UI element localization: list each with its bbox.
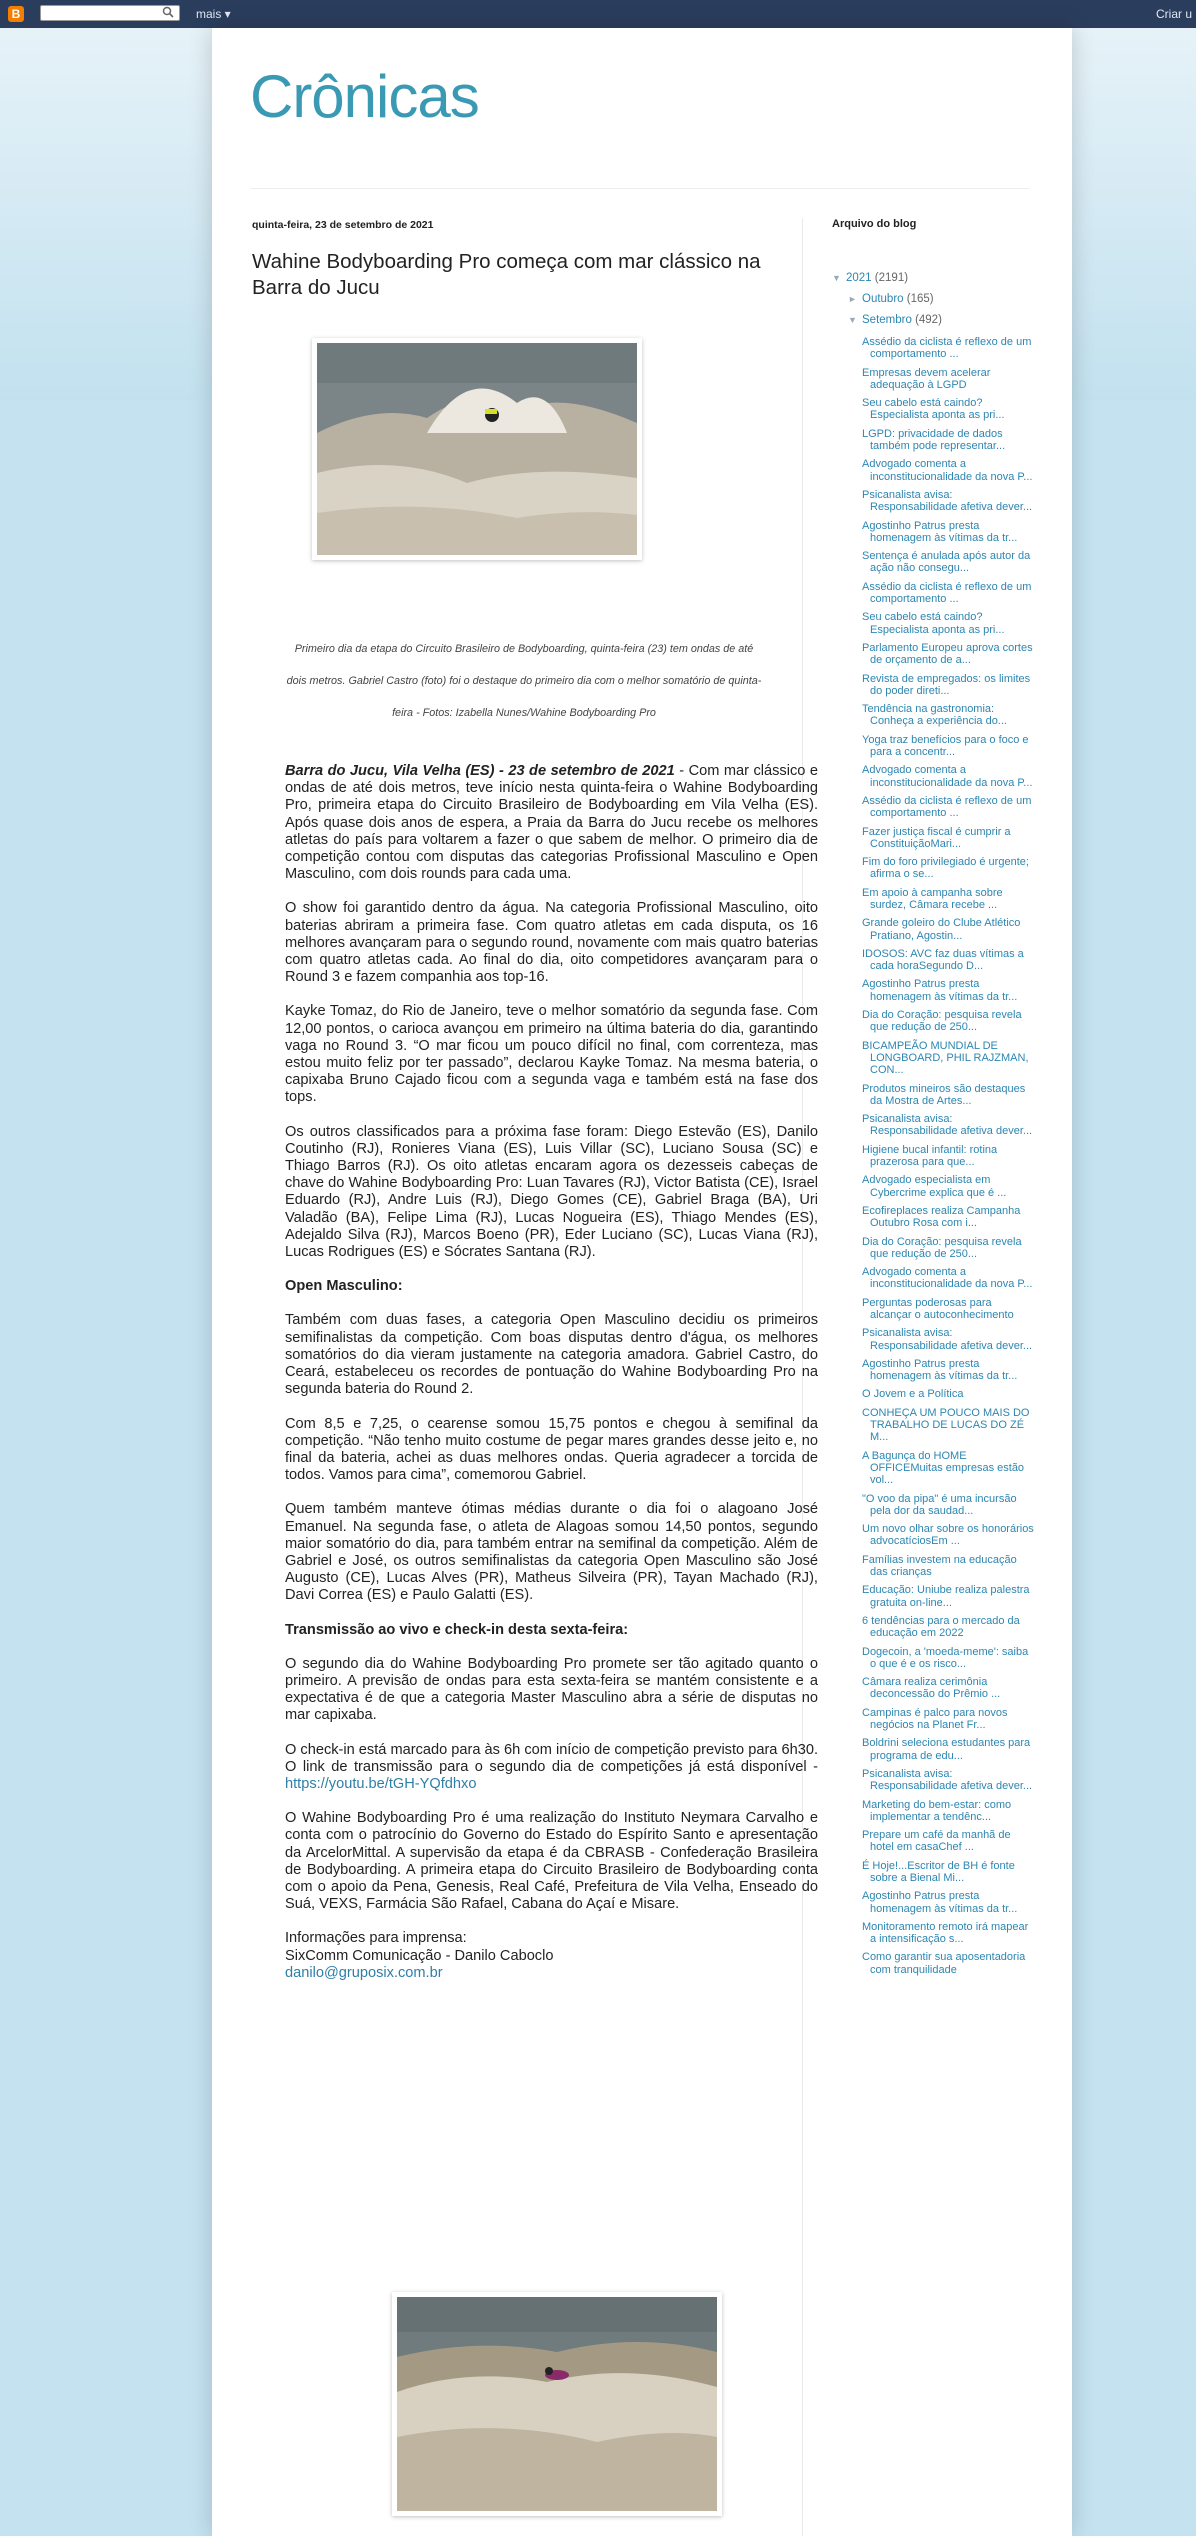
archive-post-link[interactable]: Monitoramento remoto irá mapear a intensificação s...: [862, 1920, 1029, 1946]
archive-post-link[interactable]: Como garantir sua aposentadoria com tranquilidade: [862, 1951, 1026, 1976]
archive-post-link[interactable]: Dia do Coração: pesquisa revela que redução de 250...: [862, 1009, 1022, 1034]
paragraph: O show foi garantido dentro da água. Na categoria Profissional Masculino, oito baterias abriram a primeira fase. Com quatro atletas em cada disputa, os 16 melhores avançaram para o segundo round, novamente com mais quatro baterias com quatro atletas cada. Ao final do dia, oito competidores avançaram para o Round 3 e fazem companhia aos top-16.: [285, 900, 818, 986]
archive-post-link[interactable]: O Jovem e a Política: [862, 1388, 964, 1401]
post-photo[interactable]: [312, 338, 642, 560]
paragraph: [285, 1742, 818, 1794]
archive-post-link[interactable]: Sentença é anulada após autor da ação não consegu...: [862, 550, 1031, 575]
archive-post-link[interactable]: Tendência na gastronomia: Conheça a experiência do...: [862, 703, 1007, 728]
archive-post-link[interactable]: Seu cabelo está caindo? Especialista aponta as pri...: [862, 397, 1005, 422]
archive-post-link[interactable]: Assédio da ciclista é reflexo de um comportamento ...: [862, 580, 1032, 606]
archive-post-link[interactable]: Ecofireplaces realiza Campanha Outubro Rosa com i...: [862, 1204, 1021, 1230]
archive-month-link[interactable]: Outubro: [862, 293, 904, 305]
archive-post-link[interactable]: Produtos mineiros são destaques da Mostra de Artes...: [862, 1082, 1026, 1107]
archive-post-link[interactable]: Revista de empregados: os limites do poder direti...: [862, 672, 1031, 697]
archive-post-link[interactable]: Psicanalista avisa: Responsabilidade afetiva dever...: [862, 1113, 1033, 1138]
archive-post-link[interactable]: É Hoje!...Escritor de BH é fonte sobre a Bienal Mi...: [862, 1859, 1015, 1884]
press-label: Informações para imprensa:: [285, 1930, 467, 1947]
archive-title: Arquivo do blog: [832, 218, 917, 230]
post-photo-2[interactable]: [392, 2292, 722, 2516]
archive-post-link[interactable]: "O voo da pipa" é uma incursão pela dor da saudad...: [862, 1492, 1017, 1517]
blogger-logo-icon[interactable]: B: [8, 6, 24, 22]
archive-post-link[interactable]: Educação: Uniube realiza palestra gratuita on-line...: [862, 1584, 1030, 1609]
dateline: Barra do Jucu, Vila Velha (ES) - 23 de setembro de 2021: [285, 763, 675, 779]
archive-count: (492): [915, 314, 942, 326]
archive-post-link[interactable]: Em apoio à campanha sobre surdez, Câmara recebe ...: [862, 886, 1003, 911]
archive-post-link[interactable]: Assédio da ciclista é reflexo de um comportamento ...: [862, 336, 1032, 361]
search-icon[interactable]: [160, 6, 176, 21]
archive-post-link[interactable]: Grande goleiro do Clube Atlético Pratiano, Agostin...: [862, 917, 1021, 942]
archive-month-link[interactable]: Setembro: [862, 314, 912, 326]
archive-post-link[interactable]: Perguntas poderosas para alcançar o autoconhecimento: [862, 1296, 1014, 1321]
archive-post-link[interactable]: Advogado comenta a inconstitucionalidade da nova P...: [862, 1266, 1033, 1291]
archive-post-link[interactable]: Agostinho Patrus presta homenagem às vítimas da tr...: [862, 1357, 1018, 1383]
post-body: [285, 763, 818, 1982]
expand-toggle-icon[interactable]: ►: [848, 294, 857, 304]
blog-page: [212, 28, 1072, 2536]
paragraph: Com 8,5 e 7,25, o cearense somou 15,75 pontos e chegou à semifinal da competição. “Não tenho muito costume de pegar mares grandes desse jeito e, no final da bateria, achei as duas melhores ondas. Queria agradecer a torcida de todos. Vamos para cima”, comemorou Gabriel.: [285, 1415, 818, 1484]
post-title[interactable]: Wahine Bodyboarding Pro começa com mar clássico na Barra do Jucu: [252, 250, 761, 299]
archive-post-link[interactable]: 6 tendências para o mercado da educação em 2022: [862, 1614, 1020, 1640]
bodyboarder-wave-image-2: [397, 2297, 717, 2511]
press-email-link[interactable]: danilo@gruposix.com.br: [285, 1964, 443, 1981]
subheading: Transmissão ao vivo e check-in desta sexta-feira:: [285, 1621, 629, 1638]
archive-count: (165): [906, 293, 934, 305]
archive-post-link[interactable]: Parlamento Europeu aprova cortes de orçamento de a...: [862, 641, 1033, 667]
archive-post-link[interactable]: Seu cabelo está caindo? Especialista aponta as pri...: [862, 611, 1005, 636]
archive-count: (2191): [874, 272, 909, 284]
search-input[interactable]: [40, 5, 180, 21]
archive-post-link[interactable]: Boldrini seleciona estudantes para programa de edu...: [862, 1737, 1031, 1762]
archive-post-link[interactable]: Empresas devem acelerar adequação à LGPD: [862, 366, 991, 391]
create-blog-link[interactable]: Criar u: [1155, 7, 1192, 21]
archive-post-link[interactable]: Advogado comenta a inconstitucionalidade da nova P...: [862, 458, 1033, 483]
archive-month-september[interactable]: [848, 314, 942, 326]
archive-post-link[interactable]: Marketing do bem-estar: como implementar a tendênc...: [862, 1798, 1012, 1823]
archive-post-link[interactable]: Psicanalista avisa: Responsabilidade afetiva dever...: [862, 1327, 1033, 1352]
paragraph: [285, 763, 818, 883]
archive-post-link[interactable]: Advogado especialista em Cybercrime explica que é ...: [862, 1174, 1007, 1199]
paragraph: Kayke Tomaz, do Rio de Janeiro, teve o melhor somatório da segunda fase. Com 12,00 pontos, o carioca avançou em primeiro na última bateria do dia, garantindo vaga no Round 3. “O mar ficou um pouco difícil no final, com correnteza, mas estou muito feliz por ter passado”, declarou Kayke Tomaz. Na mesma bateria, o capixaba Bruno Cajado ficou com a segunda vaga e também está na fase dos tops.: [285, 1003, 818, 1106]
paragraph-text: - Com mar clássico e ondas de até dois metros, teve início nesta quinta-feira o Wahine Bodyboarding Pro, primeira etapa do Circuito Brasileiro de Bodyboarding em Vila Velha (ES). Após quase dois anos de espera, a Praia da Barra do Jucu recebe os melhores atletas do país para voltarem a fazer o que sabem de melhor. O primeiro dia de competição contou com disputas das categorias Profissional Masculino e Open Masculino, com dois rounds para cada uma.: [285, 763, 818, 883]
archive-post-link[interactable]: Psicanalista avisa: Responsabilidade afetiva dever...: [862, 1767, 1033, 1793]
bodyboarder-wave-image: [317, 343, 637, 555]
photo-caption: Primeiro dia da etapa do Circuito Brasileiro de Bodyboarding, quinta-feira (23) tem ondas de até dois metros. Gabriel Castro (foto) foi o destaque do primeiro dia com o melhor somatório de quinta-feira - Fotos: Izabella Nunes/Wahine Bodyboarding Pro: [286, 643, 762, 719]
paragraph: O segundo dia do Wahine Bodyboarding Pro promete ser tão agitado quanto o primeiro. A previsão de ondas para esta sexta-feira se mantém consistente e a expectativa é de que a categoria Master Masculino abra a série de disputas no mar capixaba.: [285, 1655, 818, 1724]
archive-post-link[interactable]: Yoga traz benefícios para o foco e para a concentr...: [862, 733, 1029, 759]
archive-post-link[interactable]: IDOSOS: AVC faz duas vítimas a cada horaSegundo D...: [862, 947, 1024, 973]
collapse-toggle-icon[interactable]: ▼: [832, 273, 841, 283]
blogger-navbar: [0, 0, 1196, 28]
archive-post-link[interactable]: Assédio da ciclista é reflexo de um comportamento ...: [862, 794, 1032, 820]
archive-post-link[interactable]: Um novo olhar sobre os honorários advocatíciosEm ...: [862, 1523, 1034, 1548]
archive-post-link[interactable]: Agostinho Patrus presta homenagem às vítimas da tr...: [862, 1890, 1018, 1915]
archive-post-link[interactable]: A Bagunça do HOME OFFICEMuitas empresas estão vol...: [862, 1449, 1025, 1487]
post-date: quinta-feira, 23 de setembro de 2021: [252, 219, 434, 231]
archive-post-list: [862, 336, 1034, 1982]
archive-post-link[interactable]: Agostinho Patrus presta homenagem às vítimas da tr...: [862, 978, 1018, 1003]
paragraph: O Wahine Bodyboarding Pro é uma realização do Instituto Neymara Carvalho e conta com o patrocínio do Governo do Estado do Espírito Santo e apresentação da ArcelorMittal. A supervisão da etapa é da CBRASB - Confederação Brasileira de Bodyboarding. A primeira etapa do Circuito Brasileiro de Bodyboarding conta com o apoio da Pena, Genesis, Real Café, Prefeitura de Vila Velha, Enseado do Suá, VEXS, Farmácia São Rafael, Cabana do Açaí e Misare.: [285, 1810, 818, 1913]
archive-post-link[interactable]: Dia do Coração: pesquisa revela que redução de 250...: [862, 1235, 1022, 1260]
archive-post-link[interactable]: Campinas é palco para novos negócios na Planet Fr...: [862, 1706, 1008, 1732]
header-divider: [250, 188, 1030, 189]
paragraph: Os outros classificados para a próxima fase foram: Diego Estevão (ES), Danilo Coutinho (RJ), Ronieres Viana (ES), Luis Villar (SC), Luciano Sousa (SC) e Thiago Barros (RJ). Os oito atletas encaram agora os dezesseis cabeças de chave do Wahine Bodyboarding Pro: Luan Tavares (RJ), Victor Batista (CE), Israel Eduardo (RJ), Andre Luis (RJ), Diego Gomes (CE), Gabriel Braga (BA), Uri Valadão (BA), Felipe Lima (RJ), Lucas Nogueira (ES), Thiago Mendes (ES), Adejaldo Silva (RJ), Marcos Boeno (PR), Eder Luciano (SC), Lucas Viana (RJ), Lucas Rodrigues (ES) e Sócrates Santana (RJ).: [285, 1123, 818, 1261]
archive-post-link[interactable]: Dogecoin, a 'moeda-meme': saiba o que é e os risco...: [862, 1645, 1029, 1670]
archive-post-link[interactable]: Fazer justiça fiscal é cumprir a ConstituiçãoMari...: [862, 825, 1011, 850]
paragraph: Quem também manteve ótimas médias durante o dia foi o alagoano José Emanuel. Na segunda fase, o atleta de Alagoas somou 14,50 pontos, segundo maior somatório do dia, para também entrar na semifinal da competição. Além de Gabriel e José, os outros semifinalistas da categoria Open Masculino são José Augusto (CE), Lucas Alves (PR), Matheus Silveira (PR), Tayan Machado (RJ), Davi Correa (ES) e Paulo Galatti (ES).: [285, 1501, 818, 1604]
archive-post-link[interactable]: LGPD: privacidade de dados também pode representar...: [862, 427, 1006, 453]
press-contact: SixComm Comunicação - Danilo Caboclo: [285, 1947, 554, 1964]
archive-post-link[interactable]: Fim do foro privilegiado é urgente; afirma o se...: [862, 856, 1029, 881]
stream-link[interactable]: https://youtu.be/tGH-YQfdhxo: [285, 1775, 477, 1792]
archive-month-october[interactable]: [848, 293, 934, 305]
archive-post-link[interactable]: BICAMPEÃO MUNDIAL DE LONGBOARD, PHIL RAJZMAN, CON...: [862, 1039, 1029, 1077]
subheading: Open Masculino:: [285, 1278, 403, 1295]
blog-title[interactable]: Crônicas: [250, 63, 479, 130]
archive-post-link[interactable]: CONHEÇA UM POUCO MAIS DO TRABALHO DE LUCAS DO ZÉ M...: [862, 1406, 1030, 1444]
archive-post-link[interactable]: Prepare um café da manhã de hotel em casaChef ...: [862, 1829, 1011, 1854]
paragraph: Também com duas fases, a categoria Open Masculino decidiu os primeiros semifinalistas da competição. Com boas disputas dentro d'água, os melhores somatórios do dia vieram justamente na categoria amadora. Gabriel Castro, do Ceará, estabeleceu os recordes de pontuação do Wahine Bodyboarding Pro na segunda bateria do Round 2.: [285, 1312, 818, 1398]
collapse-toggle-icon[interactable]: ▼: [848, 315, 857, 325]
archive-post-link[interactable]: Higiene bucal infantil: rotina prazerosa para que...: [862, 1143, 998, 1169]
paragraph-text: O check-in está marcado para às 6h com início de competição previsto para 6h30. O link de transmissão para o segundo dia de competições já está disponível -: [285, 1741, 818, 1775]
more-menu[interactable]: mais ▾: [196, 7, 231, 21]
archive-post-link[interactable]: Psicanalista avisa: Responsabilidade afetiva dever...: [862, 488, 1033, 514]
archive-post-link[interactable]: Famílias investem na educação das crianças: [862, 1553, 1017, 1579]
archive-year-2021[interactable]: [832, 272, 908, 284]
archive-post-link[interactable]: Agostinho Patrus presta homenagem às vítimas da tr...: [862, 519, 1018, 544]
archive-year-link[interactable]: 2021: [846, 272, 872, 284]
archive-post-link[interactable]: Câmara realiza cerimônia deconcessão do Prêmio ...: [862, 1676, 1001, 1701]
archive-post-link[interactable]: Advogado comenta a inconstitucionalidade da nova P...: [862, 764, 1033, 789]
